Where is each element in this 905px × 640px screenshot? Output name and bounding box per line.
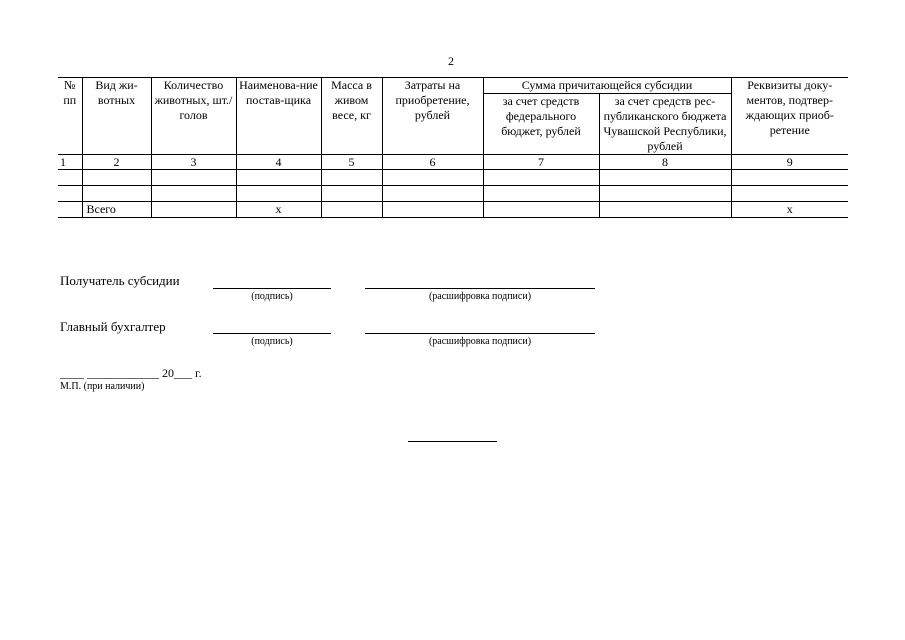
header-animal-type: Вид жи-вотных <box>82 78 151 155</box>
header-documents: Реквизиты доку-ментов, подтвер-ждающих приоб-ретение <box>731 78 848 155</box>
table-cell <box>599 170 731 186</box>
table-cell <box>321 170 382 186</box>
table-cell <box>82 170 151 186</box>
table-header-row <box>58 78 848 94</box>
total-row <box>58 202 848 218</box>
header-costs: Затраты на приобретение, рублей <box>382 78 483 155</box>
table-cell <box>382 186 483 202</box>
column-number: 4 <box>236 155 321 170</box>
column-number: 8 <box>599 155 731 170</box>
total-documents-mark: х <box>731 202 848 218</box>
table-cell <box>58 170 82 186</box>
date-line: ____ ____________ 20___ г. <box>60 366 202 380</box>
column-number: 3 <box>151 155 236 170</box>
table-row <box>58 186 848 202</box>
accountant-transcript-line <box>365 333 595 334</box>
table-cell <box>82 186 151 202</box>
column-number: 9 <box>731 155 848 170</box>
recipient-transcript-line <box>365 288 595 289</box>
table-cell <box>731 186 848 202</box>
table-cell <box>599 186 731 202</box>
header-republic: за счет средств рес-публиканского бюджета Чувашской Республики, рублей <box>599 94 731 155</box>
table-cell <box>599 202 731 218</box>
recipient-signature-line <box>213 288 331 289</box>
accountant-transcript-caption: (расшифровка подписи) <box>428 336 532 347</box>
table-cell <box>483 202 599 218</box>
table-cell <box>151 170 236 186</box>
table-cell <box>58 202 82 218</box>
column-number: 5 <box>321 155 382 170</box>
header-supplier: Наименова-ние постав-щика <box>236 78 321 155</box>
header-num: № пп <box>58 78 82 155</box>
accountant-signature-caption: (подпись) <box>251 336 293 347</box>
table-cell <box>151 202 236 218</box>
table-cell <box>321 202 382 218</box>
table-cell <box>382 170 483 186</box>
total-supplier-mark: х <box>236 202 321 218</box>
table-cell <box>382 202 483 218</box>
stamp-note: М.П. (при наличии) <box>60 381 145 392</box>
recipient-signature-caption: (подпись) <box>251 291 293 302</box>
table-cell <box>236 170 321 186</box>
column-number: 1 <box>58 155 82 170</box>
column-numbers-row <box>58 155 848 170</box>
total-label: Всего <box>82 202 151 218</box>
page-number: 2 <box>448 54 454 68</box>
end-divider <box>408 441 497 442</box>
table-cell <box>236 186 321 202</box>
accountant-label: Главный бухгалтер <box>60 319 166 334</box>
header-weight: Масса в живом весе, кг <box>321 78 382 155</box>
subsidy-table <box>58 77 848 218</box>
table-row <box>58 170 848 186</box>
table-cell <box>58 186 82 202</box>
table-cell <box>321 186 382 202</box>
accountant-signature-line <box>213 333 331 334</box>
column-number: 2 <box>82 155 151 170</box>
table-cell <box>483 186 599 202</box>
column-number: 7 <box>483 155 599 170</box>
header-quantity: Количество животных, шт./голов <box>151 78 236 155</box>
table-cell <box>151 186 236 202</box>
column-number: 6 <box>382 155 483 170</box>
recipient-transcript-caption: (расшифровка подписи) <box>428 291 532 302</box>
table-cell <box>483 170 599 186</box>
table-cell <box>731 170 848 186</box>
header-federal: за счет средств федерального бюджет, рублей <box>483 94 599 155</box>
recipient-label: Получатель субсидии <box>60 273 180 288</box>
header-subsidy-group: Сумма причитающейся субсидии <box>483 78 731 94</box>
